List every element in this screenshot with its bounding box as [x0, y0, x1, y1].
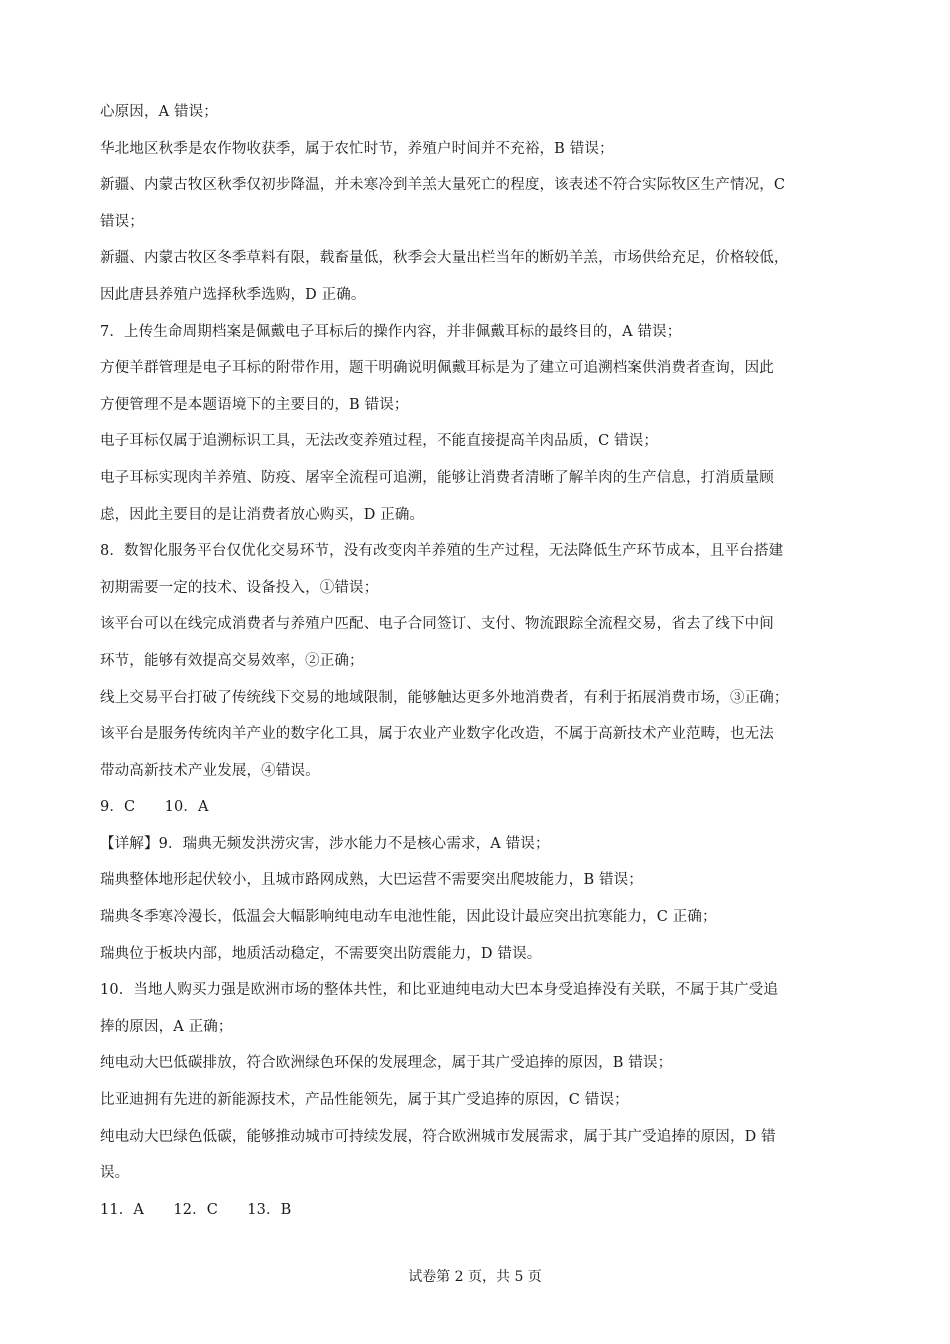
text-line: 因此唐县养殖户选择秋季选购，D 正确。 [100, 286, 366, 303]
detail-explanation-9: 【详解】9．瑞典无频发洪涝灾害，涉水能力不是核心需求，A 错误； [100, 835, 550, 852]
answers-11-13: 11．A 12．C 13．B [100, 1201, 292, 1218]
text-line: 该平台是服务传统肉羊产业的数字化工具，属于农业产业数字化改造，不属于高新技术产业范畴，也无法 [100, 726, 774, 743]
text-line: 比亚迪拥有先进的新能源技术，产品性能领先，属于其广受追捧的原因，C 错误； [100, 1092, 629, 1109]
text-line: 带动高新技术产业发展，④错误。 [100, 762, 320, 779]
text-line: 新疆、内蒙古牧区秋季仅初步降温，并未寒冷到羊羔大量死亡的程度，该表述不符合实际牧区生产情况，C [100, 177, 786, 194]
text-line: 纯电动大巴低碳排放，符合欧洲绿色环保的发展理念，属于其广受追捧的原因，B 错误； [100, 1055, 673, 1072]
text-line: 误。 [100, 1165, 130, 1182]
text-line: 方便管理不是本题语境下的主要目的，B 错误； [100, 396, 409, 413]
text-line: 方便羊群管理是电子耳标的附带作用，题干明确说明佩戴耳标是为了建立可追溯档案供消费者查询，因此 [100, 360, 774, 377]
question-8-line: 8．数智化服务平台仅优化交易环节，没有改变肉羊养殖的生产过程，无法降低生产环节成本，且平台搭建 [100, 543, 784, 560]
text-line: 线上交易平台打破了传统线下交易的地域限制，能够触达更多外地消费者，有利于拓展消费市场，③正确； [100, 689, 789, 706]
text-line: 电子耳标实现肉羊养殖、防疫、屠宰全流程可追溯，能够让消费者清晰了解羊肉的生产信息，打消质量顾 [100, 469, 774, 486]
text-line: 瑞典整体地形起伏较小，且城市路网成熟，大巴运营不需要突出爬坡能力，B 错误； [100, 872, 643, 889]
text-line: 新疆、内蒙古牧区冬季草料有限，载畜量低，秋季会大量出栏当年的断奶羊羔，市场供给充足，价格较低， [100, 250, 789, 267]
text-line: 纯电动大巴绿色低碳，能够推动城市可持续发展，符合欧洲城市发展需求，属于其广受追捧的原因，D 错 [100, 1128, 776, 1145]
page-footer: 试卷第 2 页，共 5 页 [408, 1269, 542, 1285]
text-line: 捧的原因，A 正确； [100, 1018, 233, 1035]
question-7-line: 7．上传生命周期档案是佩戴电子耳标后的操作内容，并非佩戴耳标的最终目的，A 错误； [100, 323, 682, 340]
text-line: 虑，因此主要目的是让消费者放心购买，D 正确。 [100, 506, 425, 523]
text-line: 心原因，A 错误； [100, 104, 218, 120]
question-10-line: 10．当地人购买力强是欧洲市场的整体共性，和比亚迪纯电动大巴本身受追捧没有关联，不属于其广受追 [100, 982, 778, 999]
text-line: 瑞典冬季寒冷漫长，低温会大幅影响纯电动车电池性能，因此设计最应突出抗寒能力，C 正确； [100, 909, 717, 926]
answers-9-10: 9．C 10．A [100, 799, 209, 816]
text-line: 初期需要一定的技术、设备投入，①错误； [100, 579, 379, 596]
text-line: 华北地区秋季是农作物收获季，属于农忙时节，养殖户时间并不充裕，B 错误； [100, 140, 614, 157]
text-line: 电子耳标仅属于追溯标识工具，无法改变养殖过程，不能直接提高羊肉品质，C 错误； [100, 433, 659, 450]
text-line: 错误； [100, 213, 144, 230]
text-line: 环节，能够有效提高交易效率，②正确； [100, 652, 364, 669]
answer-explanations [100, 94, 860, 1228]
text-line: 瑞典位于板块内部，地质活动稳定，不需要突出防震能力，D 错误。 [100, 945, 542, 962]
text-line: 该平台可以在线完成消费者与养殖户匹配、电子合同签订、支付、物流跟踪全流程交易，省去了线下中间 [100, 616, 774, 633]
